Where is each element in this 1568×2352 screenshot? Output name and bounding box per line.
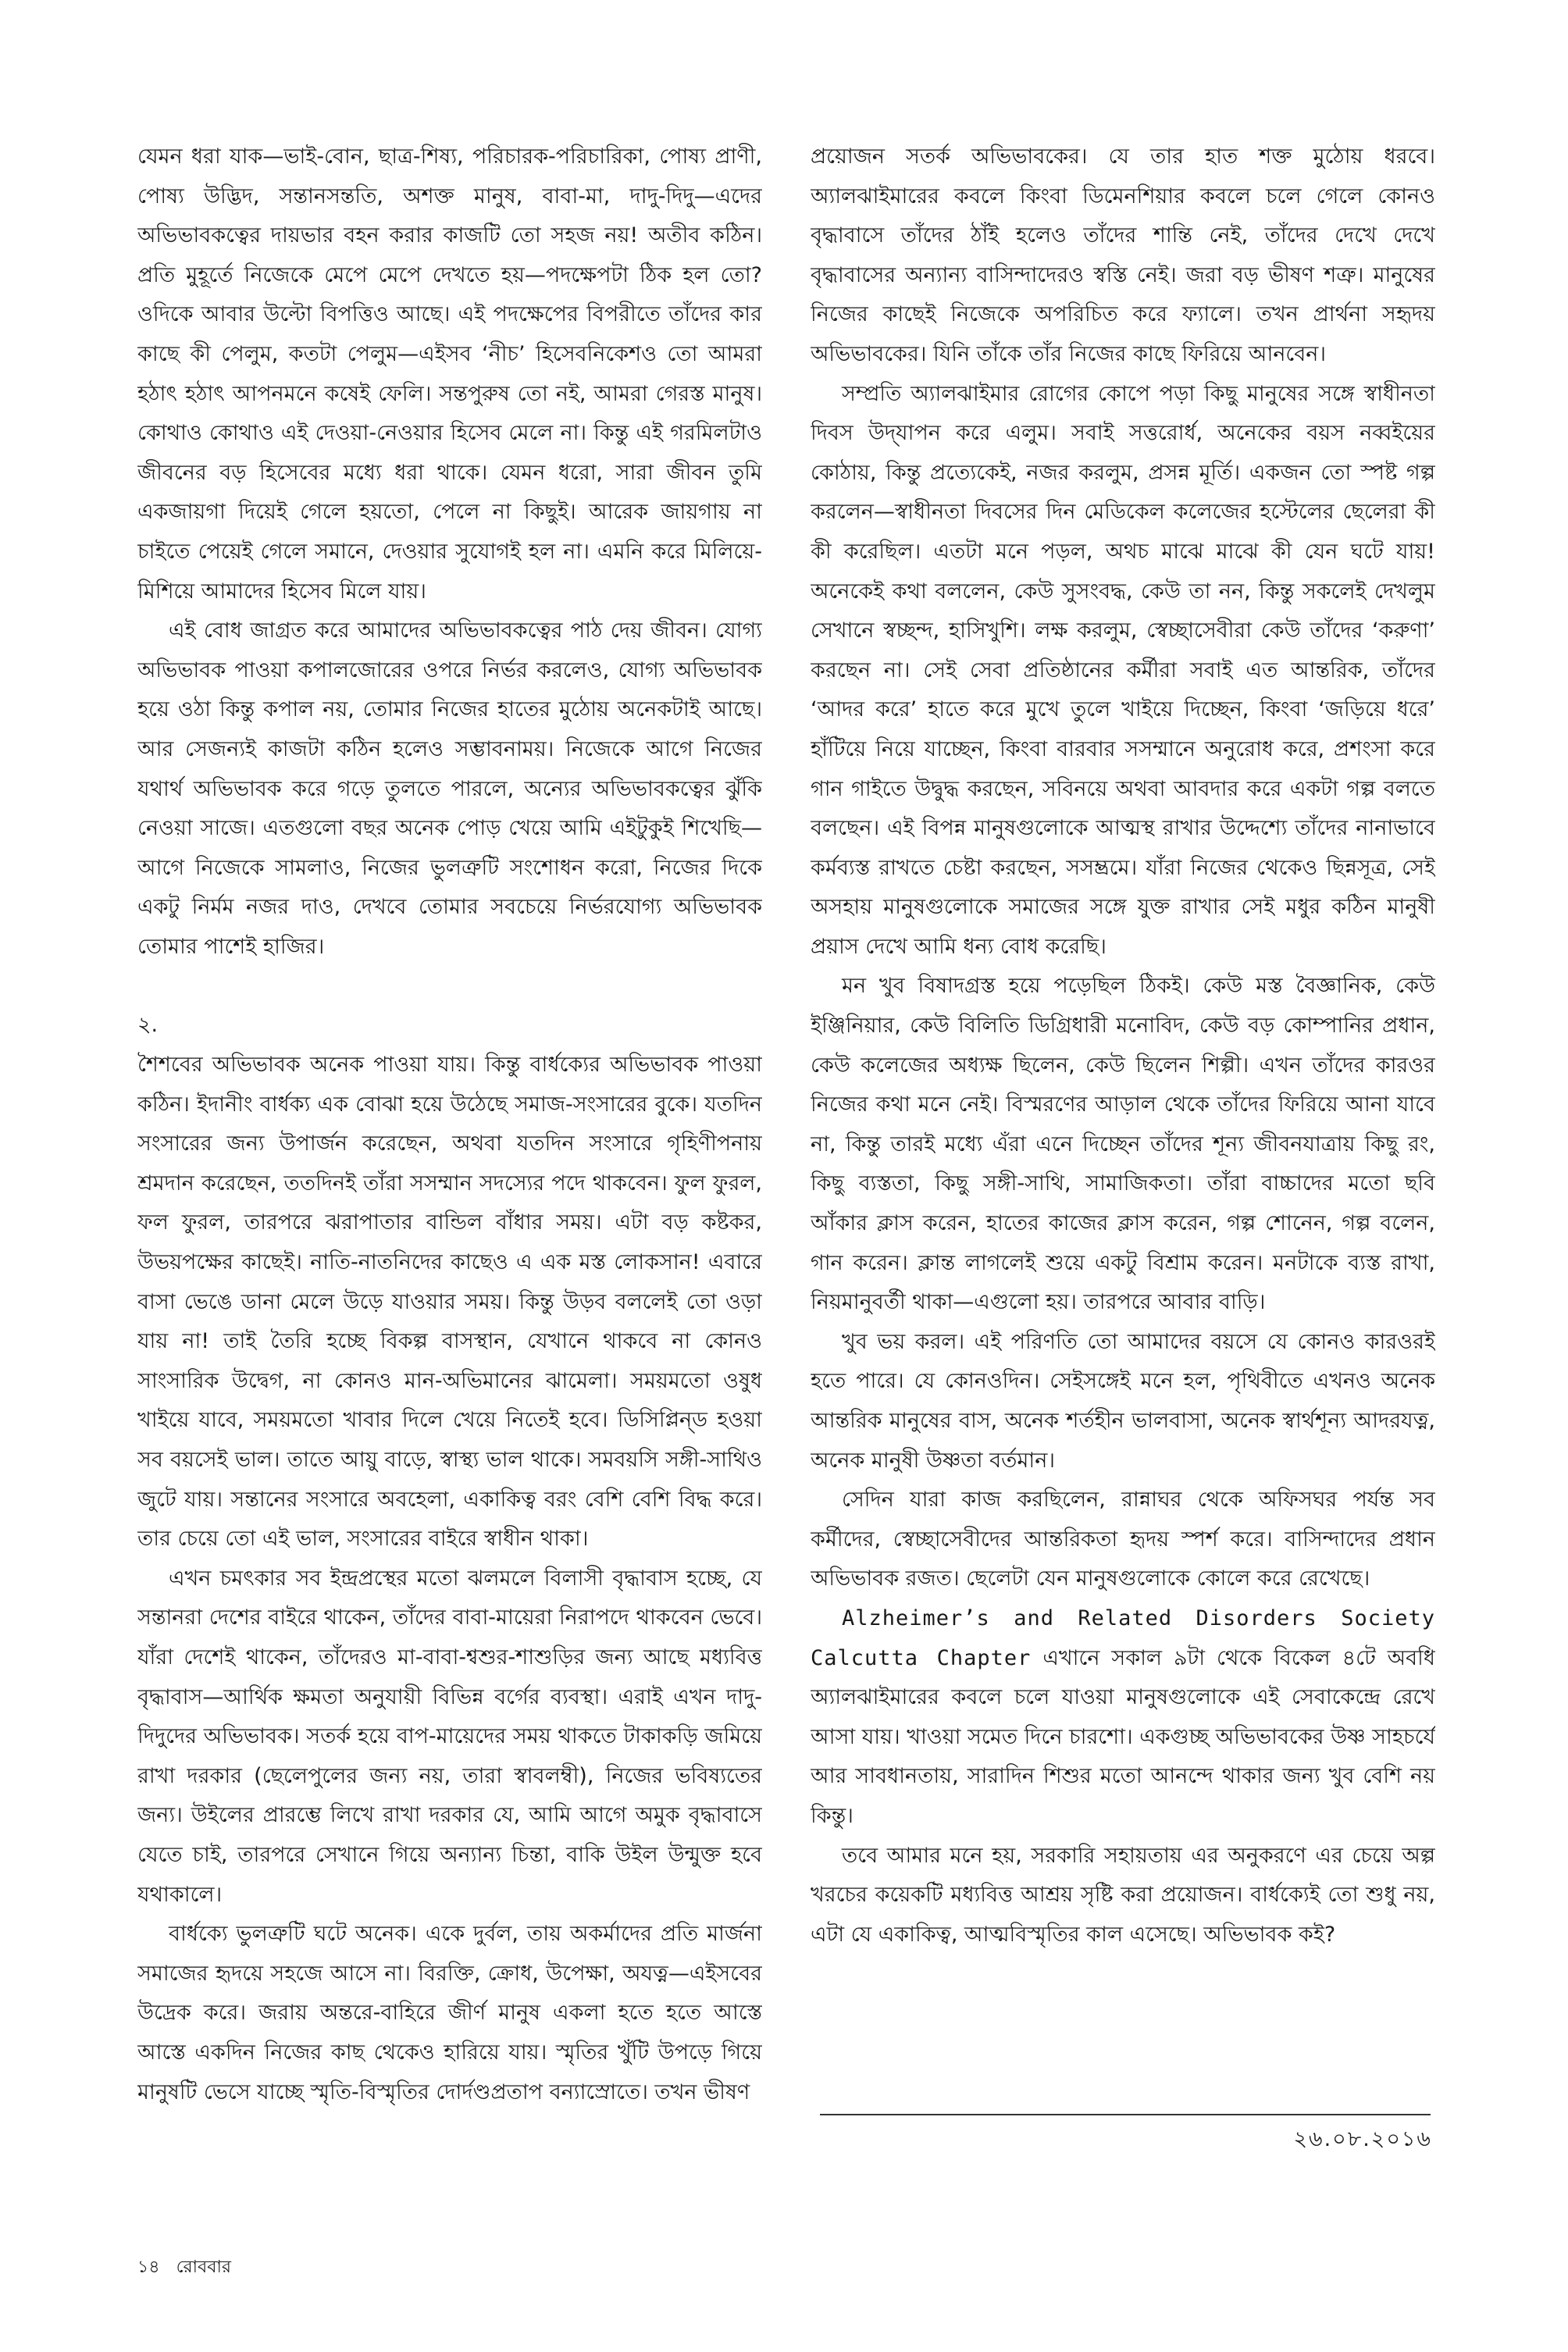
section-number: ২. [137, 1013, 159, 1038]
society-name: Alzheimer’s and Related Disorders Society Calcutta Chapter [811, 1605, 1435, 1670]
paragraph-text: এখানে সকাল ৯টা থেকে বিকেল ৪টে অবধি অ্যালঝাইমারের কবলে চলে যাওয়া মানুষগুলোকে এই সেবাকেন্দ্রে রেখে আসা যায়। খাওয়া সমেত দিনে চারশো। একগুচ্ছ অভিভাবকের উষ্ণ সাহচর্যে আর সাবধানতায়, সারাদিন শিশুর মতো আনন্দে থাকার জন্য খুব বেশি নয় কিন্তু। [811, 1645, 1435, 1828]
page-number: ১৪ [137, 2258, 160, 2277]
paragraph: সম্প্রতি অ্যালঝাইমার রোগের কোপে পড়া কিছু মানুষের সঙ্গে স্বাধীনতা দিবস উদ্‌যাপন করে এলুম। সবাই সত্তরোর্ধ, অনেকের বয়স নব্বইয়ের কোঠায়, কিন্তু প্রত্যেকেই, নজর করলুম, প্রসন্ন মূর্তি। একজন তো স্পষ্ট গল্প করলেন—স্বাধীনতা দিবসের দিন মেডিকেল কলেজের হস্টেলের ছেলেরা কী কী করেছিল। এতটা মনে পড়ল, অথচ মাঝে মাঝে কী যেন ঘটে যায়! অনেকেই কথা বললেন, কেউ সুসংবদ্ধ, কেউ তা নন, কিন্তু সকলেই দেখলুম সেখানে স্বচ্ছন্দ, হাসিখুশি। লক্ষ করলুম, স্বেচ্ছাসেবীরা কেউ তাঁদের ‘করুণা’ করছেন না। সেই সেবা প্রতিষ্ঠানের কর্মীরা সবাই এত আন্তরিক, তাঁদের ‘আদর করে’ হাতে করে মুখে তুলে খাইয়ে দিচ্ছেন, কিংবা ‘জড়িয়ে ধরে’ হাঁটিয়ে নিয়ে যাচ্ছেন, কিংবা বারবার সসম্মানে অনুরোধ করে, প্রশংসা করে গান গাইতে উদ্বুদ্ধ করছেন, সবিনয়ে অথবা আবদার করে একটা গল্প বলতে বলছেন। এই বিপন্ন মানুষগুলোকে আত্মস্থ রাখার উদ্দেশ্যে তাঁদের নানাভাবে কর্মব্যস্ত রাখতে চেষ্টা করছেন, সসম্ভ্রমে। যাঁরা নিজের থেকেও ছিন্নসূত্র, সেই অসহায় মানুষগুলোকে সমাজের সঙ্গে যুক্ত রাখার সেই মধুর কঠিন মানুষী প্রয়াস দেখে আমি ধন্য বোধ করেছি। [811, 381, 1435, 959]
paragraph: খুব ভয় করল। এই পরিণতি তো আমাদের বয়সে যে কোনও কারওরই হতে পারে। যে কোনওদিন। সেইসঙ্গেই মনে হল, পৃথিবীতে এখনও অনেক আন্তরিক মানুষের বাস, অনেক শর্তহীন ভালবাসা, অনেক স্বার্থশূন্য আদরযত্ন, অনেক মানুষী উষ্ণতা বর্তমান। [811, 1329, 1435, 1473]
left-column [137, 137, 762, 2199]
article-date: ২৬.০৮.২০১৬ [1293, 2127, 1432, 2151]
paragraph [811, 1599, 1435, 1837]
paragraph: প্রয়োজন সতর্ক অভিভাবকের। যে তার হাত শক্ত মুঠোয় ধরবে। অ্যালঝাইমারের কবলে কিংবা ডিমেনশিয়ার কবলে চলে গেলে কোনও বৃদ্ধাবাসে তাঁদের ঠাঁই হলেও তাঁদের শান্তি নেই, তাঁদের দেখে দেখে বৃদ্ধাবাসের অন্যান্য বাসিন্দাদেরও স্বস্তি নেই। জরা বড় ভীষণ শত্রু। মানুষের নিজের কাছেই নিজেকে অপরিচিত করে ফ্যালে। তখন প্রার্থনা সহৃদয় অভিভাবকের। যিনি তাঁকে তাঁর নিজের কাছে ফিরিয়ে আনবেন। [811, 144, 1435, 366]
paragraph: এখন চমৎকার সব ইন্দ্রপ্রস্থের মতো ঝলমলে বিলাসী বৃদ্ধাবাস হচ্ছে, যে সন্তানরা দেশের বাইরে থাকেন, তাঁদের বাবা-মায়েরা নিরাপদে থাকবেন ভেবে। যাঁরা দেশেই থাকেন, তাঁদেরও মা-বাবা-শ্বশুর-শাশুড়ির জন্য আছে মধ্যবিত্ত বৃদ্ধাবাস—আর্থিক ক্ষমতা অনুযায়ী বিভিন্ন বর্গের ব্যবস্থা। এরাই এখন দাদু-দিদুদের অভিভাবক। সতর্ক হয়ে বাপ-মায়েদের সময় থাকতে টাকাকড়ি জমিয়ে রাখা দরকার (ছেলেপুলের জন্য নয়, তারা স্বাবলম্বী), নিজের ভবিষ্যতের জন্য। উইলের প্রারম্ভে লিখে রাখা দরকার যে, আমি আগে অমুক বৃদ্ধাবাসে যেতে চাই, তারপরে সেখানে গিয়ে অন্যান্য চিন্তা, বাকি উইল উন্মুক্ত হবে যথাকালে। [137, 1566, 762, 1907]
paragraph: মন খুব বিষাদগ্রস্ত হয়ে পড়েছিল ঠিকই। কেউ মস্ত বৈজ্ঞানিক, কেউ ইঞ্জিনিয়ার, কেউ বিলিতি ডিগ্রিধারী মনোবিদ, কেউ বড় কোম্পানির প্রধান, কেউ কলেজের অধ্যক্ষ ছিলেন, কেউ ছিলেন শিল্পী। এখন তাঁদের কারওর নিজের কথা মনে নেই। বিস্মরণের আড়াল থেকে তাঁদের ফিরিয়ে আনা যাবে না, কিন্তু তারই মধ্যে এঁরা এনে দিচ্ছেন তাঁদের শূন্য জীবনযাত্রায় কিছু রং, কিছু ব্যস্ততা, কিছু সঙ্গী-সাথি, সামাজিকতা। তাঁরা বাচ্চাদের মতো ছবি আঁকার ক্লাস করেন, হাতের কাজের ক্লাস করেন, গল্প শোনেন, গল্প বলেন, গান করেন। ক্লান্ত লাগলেই শুয়ে একটু বিশ্রাম করেন। মনটাকে ব্যস্ত রাখা, নিয়মানুবর্তী থাকা—এগুলো হয়। তারপরে আবার বাড়ি। [811, 974, 1435, 1315]
paragraph: তবে আমার মনে হয়, সরকারি সহায়তায় এর অনুকরণে এর চেয়ে অল্প খরচের কয়েকটি মধ্যবিত্ত আশ্রয় সৃষ্টি করা প্রয়োজন। বার্ধক্যেই তো শুধু নয়, এটা যে একাকিত্ব, আত্মবিস্মৃতির কাল এসেছে। অভিভাবক কই? [811, 1843, 1435, 1947]
paragraph: শৈশবের অভিভাবক অনেক পাওয়া যায়। কিন্তু বার্ধক্যের অভিভাবক পাওয়া কঠিন। ইদানীং বার্ধক্য এক বোঝা হয়ে উঠেছে সমাজ-সংসারের বুকে। যতদিন সংসারের জন্য উপার্জন করেছেন, অথবা যতদিন সংসারে গৃহিণীপনায় শ্রমদান করেছেন, ততদিনই তাঁরা সসম্মান সদস্যের পদে থাকবেন। ফুল ফুরল, ফল ফুরল, তারপরে ঝরাপাতার বান্ডিল বাঁধার সময়। এটা বড় কষ্টকর, উভয়পক্ষের কাছেই। নাতি-নাতনিদের কাছেও এ এক মস্ত লোকসান! এবারে বাসা ভেঙে ডানা মেলে উড়ে যাওয়ার সময়। কিন্তু উড়ব বললেই তো ওড়া যায় না! তাই তৈরি হচ্ছে বিকল্প বাসস্থান, যেখানে থাকবে না কোনও সাংসারিক উদ্বেগ, না কোনও মান-অভিমানের ঝামেলা। সময়মতো ওষুধ খাইয়ে যাবে, সময়মতো খাবার দিলে খেয়ে নিতেই হবে। ডিসিপ্লিন্‌ড হওয়া সব বয়সেই ভাল। তাতে আয়ু বাড়ে, স্বাস্থ্য ভাল থাকে। সমবয়সি সঙ্গী-সাথিও জুটে যায়। সন্তানের সংসারে অবহেলা, একাকিত্ব বরং বেশি বেশি বিদ্ধ করে। তার চেয়ে তো এই ভাল, সংসারের বাইরে স্বাধীন থাকা। [137, 1053, 762, 1552]
right-column [811, 137, 1435, 2051]
paragraph: এই বোধ জাগ্রত করে আমাদের অভিভাবকত্বের পাঠ দেয় জীবন। যোগ্য অভিভাবক পাওয়া কপালজোরের ওপরে নির্ভর করলেও, যোগ্য অভিভাবক হয়ে ওঠা কিন্তু কপাল নয়, তোমার নিজের হাতের মুঠোয় অনেকটাই আছে। আর সেজন্যই কাজটা কঠিন হলেও সম্ভাবনাময়। নিজেকে আগে নিজের যথার্থ অভিভাবক করে গড়ে তুলতে পারলে, অন্যের অভিভাবকত্বের ঝুঁকি নেওয়া সাজে। এতগুলো বছর অনেক পোড় খেয়ে আমি এইটুকুই শিখেছি—আগে নিজেকে সামলাও, নিজের ভুলত্রুটি সংশোধন করো, নিজের দিকে একটু নির্মম নজর দাও, দেখবে তোমার সবচেয়ে নির্ভরযোগ্য অভিভাবক তোমার পাশেই হাজির। [137, 618, 762, 959]
paragraph: যেমন ধরা যাক—ভাই-বোন, ছাত্র-শিষ্য, পরিচারক-পরিচারিকা, পোষ্য প্রাণী, পোষ্য উদ্ভিদ, সন্তানসন্ততি, অশক্ত মানুষ, বাবা-মা, দাদু-দিদু—এদের অভিভাবকত্বের দায়ভার বহন করার কাজটি তো সহজ নয়! অতীব কঠিন। প্রতি মুহূর্তে নিজেকে মেপে মেপে দেখতে হয়—পদক্ষেপটা ঠিক হল তো? ওদিকে আবার উল্টো বিপত্তিও আছে। এই পদক্ষেপের বিপরীতে তাঁদের কার কাছে কী পেলুম, কতটা পেলুম—এইসব ‘নীচ’ হিসেবনিকেশও তো আমরা হঠাৎ হঠাৎ আপনমনে কষেই ফেলি। সন্তপুরুষ তো নই, আমরা গেরস্ত মানুষ। কোথাও কোথাও এই দেওয়া-নেওয়ার হিসেব মেলে না। কিন্তু এই গরমিলটাও জীবনের বড় হিসেবের মধ্যে ধরা থাকে। যেমন ধরো, সারা জীবন তুমি একজায়গা দিয়েই গেলে হয়তো, পেলে না কিছুই। আরেক জায়গায় না চাইতে পেয়েই গেলে সমানে, দেওয়ার সুযোগই হল না। এমনি করে মিলিয়ে-মিশিয়ে আমাদের হিসেব মিলে যায়। [137, 144, 762, 604]
paragraph: সেদিন যারা কাজ করছিলেন, রান্নাঘর থেকে অফিসঘর পর্যন্ত সব কর্মীদের, স্বেচ্ছাসেবীদের আন্তরিকতা হৃদয় স্পর্শ করে। বাসিন্দাদের প্রধান অভিভাবক রজত। ছেলেটা যেন মানুষগুলোকে কোলে করে রেখেছে। [811, 1488, 1435, 1591]
page-footer [137, 2256, 242, 2279]
end-rule [820, 2114, 1431, 2115]
magazine-name: রোববার [176, 2258, 231, 2277]
paragraph: বার্ধক্যে ভুলত্রুটি ঘটে অনেক। একে দুর্বল, তায় অকর্মাদের প্রতি মার্জনা সমাজের হৃদয়ে সহজে আসে না। বিরক্তি, ক্রোধ, উপেক্ষা, অযত্ন—এইসবের উদ্রেক করে। জরায় অন্তরে-বাহিরে জীর্ণ মানুষ একলা হতে হতে আস্তে আস্তে একদিন নিজের কাছ থেকেও হারিয়ে যায়। স্মৃতির খুঁটি উপড়ে গিয়ে মানুষটি ভেসে যাচ্ছে স্মৃতি-বিস্মৃতির দোর্দণ্ডপ্রতাপ বন্যাস্রোতে। তখন ভীষণ [137, 1922, 762, 2104]
